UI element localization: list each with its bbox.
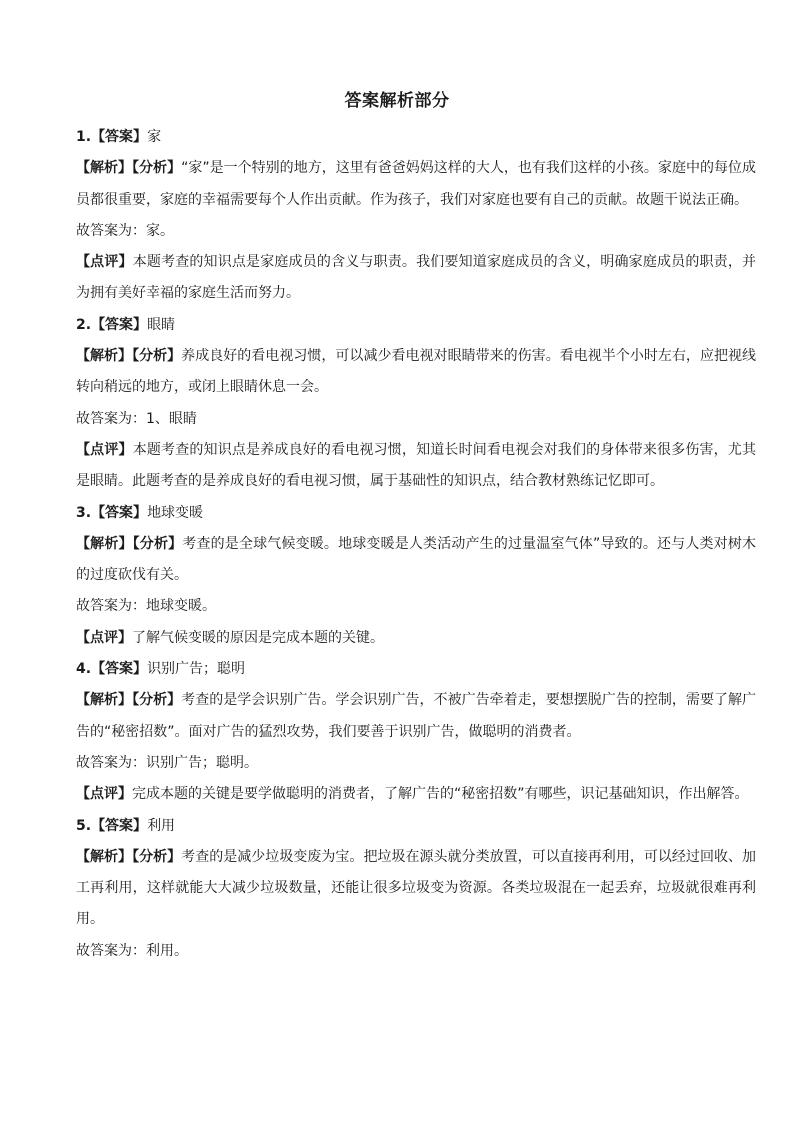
final-answer: 故答案为：识别广告；聪明。 bbox=[76, 754, 258, 771]
comment-text: 本题考查的知识点是养成良好的看电视习惯，知道长时间看电视会对我们的身体带来很多伤害，尤其是眼睛。此题考查的是养成良好的看电视习惯，属于基础性的知识点，结合教材熟练记忆即可。 bbox=[76, 441, 757, 490]
comment-text: 完成本题的关键是要学做聪明的消费者，了解广告的“秘密招数”有哪些，识记基础知识，作出解答。 bbox=[132, 786, 749, 803]
answer-line bbox=[76, 811, 756, 842]
answer-tag: 【答案】 bbox=[91, 316, 148, 333]
analysis-paragraph bbox=[76, 153, 756, 216]
question-number: 2. bbox=[76, 316, 92, 333]
final-answer: 故答案为：家。 bbox=[76, 222, 174, 239]
answer-text: 地球变暖 bbox=[147, 504, 204, 521]
question-number: 1. bbox=[76, 129, 92, 145]
question-number: 4. bbox=[76, 661, 92, 678]
final-answer: 故答案为：地球变暖。 bbox=[76, 598, 216, 615]
answer-line bbox=[76, 498, 756, 529]
question-number: 5. bbox=[76, 817, 92, 834]
analysis-tag: 【解析】【分析】 bbox=[76, 348, 182, 365]
answer-tag: 【答案】 bbox=[91, 661, 148, 678]
comment-tag: 【点评】 bbox=[76, 629, 132, 646]
analysis-text: “家”是一个特别的地方，这里有爸爸妈妈这样的大人，也有我们这样的小孩。家庭中的每位成员都很重要，家庭的幸福需要每个人作出贡献。作为孩子，我们对家庭也要有自己的贡献。故题干说法正确。 bbox=[76, 160, 757, 208]
answer-text: 利用 bbox=[147, 817, 176, 834]
analysis-paragraph bbox=[76, 529, 756, 592]
answer-text: 家 bbox=[147, 129, 162, 145]
comment-text: 本题考查的知识点是家庭成员的含义与职责。我们要知道家庭成员的含义，明确家庭成员的职责，并为拥有美好幸福的家庭生活而努力。 bbox=[76, 254, 757, 302]
analysis-tag: 【解析】【分析】 bbox=[76, 535, 183, 552]
page-title: 答案解析部分 bbox=[344, 91, 450, 111]
comment-tag: 【点评】 bbox=[76, 254, 133, 271]
final-answer: 故答案为：1、眼睛 bbox=[76, 410, 197, 427]
comment-paragraph bbox=[76, 435, 756, 498]
answer-tag: 【答案】 bbox=[91, 129, 148, 145]
comment-paragraph bbox=[76, 247, 756, 310]
comment-paragraph bbox=[76, 779, 756, 810]
analysis-paragraph bbox=[76, 341, 756, 404]
analysis-tag: 【解析】【分析】 bbox=[76, 160, 182, 177]
comment-tag: 【点评】 bbox=[76, 441, 133, 458]
analysis-text: 考查的是减少垃圾变废为宝。把垃圾在源头就分类放置，可以直接再利用，可以经过回收、加工再利用，这样就能大大减少垃圾数量，还能让很多垃圾变为资源。各类垃圾混在一起丢弃，垃圾就很难再利用。 bbox=[76, 848, 757, 928]
analysis-tag: 【解析】【分析】 bbox=[76, 692, 182, 709]
comment-text: 了解气候变暖的原因是完成本题的关键。 bbox=[132, 629, 384, 646]
final-answer: 故答案为：利用。 bbox=[76, 942, 188, 959]
comment-tag: 【点评】 bbox=[76, 786, 132, 803]
question-number: 3. bbox=[76, 504, 92, 521]
answer-tag: 【答案】 bbox=[91, 817, 148, 834]
comment-paragraph bbox=[76, 623, 756, 654]
analysis-paragraph bbox=[76, 685, 756, 748]
answer-content bbox=[76, 122, 756, 967]
analysis-text: 考查的是全球气候变暖。地球变暖是人类活动产生的过量温室气体”导致的。还与人类对树木的过度砍伐有关。 bbox=[76, 535, 756, 584]
answer-line bbox=[76, 310, 756, 341]
analysis-text: 养成良好的看电视习惯，可以减少看电视对眼睛带来的伤害。看电视半个小时左右，应把视线转向稍远的地方，或闭上眼睛休息一会。 bbox=[76, 348, 757, 396]
answer-text: 识别广告；聪明 bbox=[147, 661, 246, 678]
analysis-text: 考查的是学会识别广告。学会识别广告，不被广告牵着走，要想摆脱广告的控制，需要了解广告的“秘密招数”。面对广告的猛烈攻势，我们要善于识别广告，做聪明的消费者。 bbox=[76, 692, 757, 740]
analysis-tag: 【解析】【分析】 bbox=[76, 848, 182, 865]
answer-tag: 【答案】 bbox=[91, 504, 148, 521]
answer-line bbox=[76, 654, 756, 685]
analysis-paragraph bbox=[76, 842, 756, 936]
answer-line bbox=[76, 122, 756, 153]
answer-text: 眼睛 bbox=[147, 316, 176, 333]
